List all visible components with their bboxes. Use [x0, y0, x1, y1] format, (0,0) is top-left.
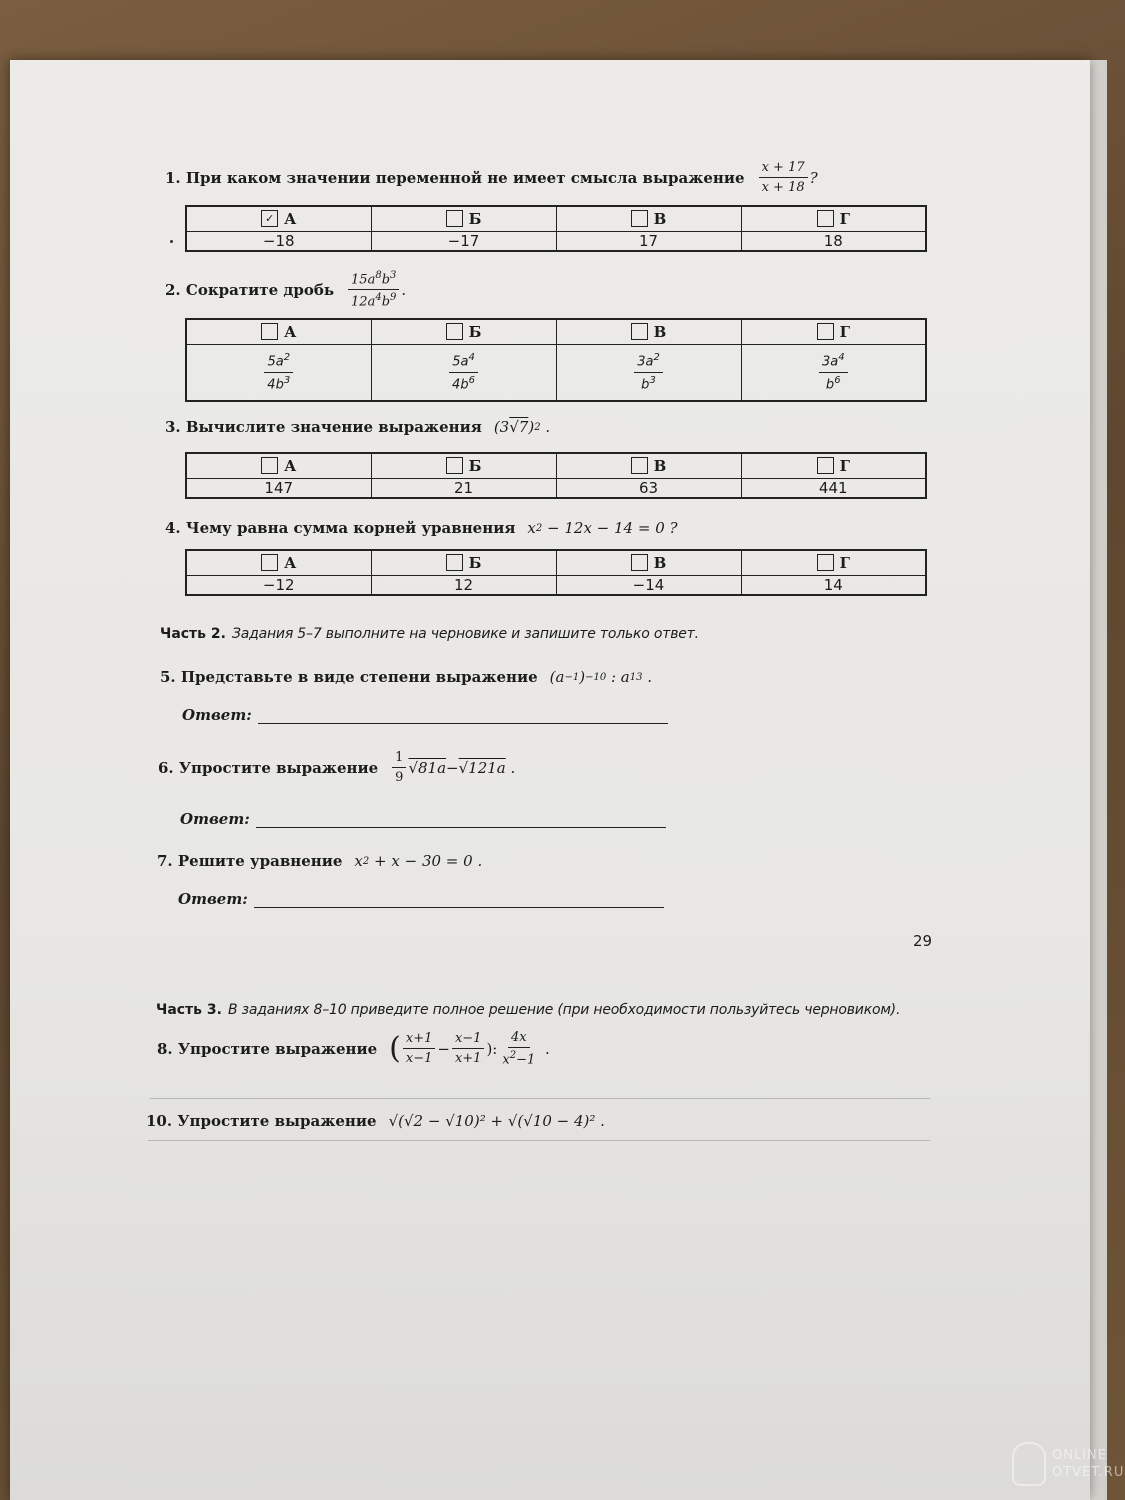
task-7-expression: x 2 + x − 30 = 0 . — [354, 852, 483, 870]
solution-line — [150, 1098, 930, 1099]
checkbox[interactable] — [261, 554, 278, 571]
option-value: 63 — [556, 479, 741, 499]
checkbox[interactable] — [631, 210, 648, 227]
option-value: 441 — [741, 479, 926, 499]
task-10 — [146, 1112, 605, 1130]
task-7-text: 7. Решите уравнение — [157, 852, 343, 870]
option-value: −12 — [186, 576, 371, 596]
option-g[interactable]: Г — [741, 550, 926, 576]
task-1-options — [185, 205, 927, 252]
task-2-expression: $\frac{15a^8b^3}{12a^4b^9}$ . — [346, 270, 406, 310]
solution-line — [148, 1140, 930, 1141]
task-2-options — [185, 318, 927, 402]
checkbox[interactable] — [817, 210, 834, 227]
checkbox[interactable] — [631, 323, 648, 340]
option-v[interactable]: В — [556, 319, 741, 345]
checkbox[interactable] — [631, 554, 648, 571]
task-4-text: 4. Чему равна сумма корней уравнения — [165, 519, 516, 537]
option-value: 147 — [186, 479, 371, 499]
task-6-expression: $\frac{1}{9}$ √81a − √121a . — [390, 750, 515, 785]
option-g[interactable]: Г — [741, 206, 926, 232]
option-value: $\frac{5a^4}{4b^6}$ — [371, 345, 556, 401]
option-g[interactable]: Г — [741, 319, 926, 345]
checkbox[interactable] — [817, 323, 834, 340]
checkbox-checked[interactable]: ✓ — [261, 210, 278, 227]
option-value: $\frac{3a^4}{b^6}$ — [741, 345, 926, 401]
checkbox[interactable] — [261, 323, 278, 340]
pencil-dot — [170, 240, 173, 243]
lightbulb-icon — [1012, 1442, 1046, 1486]
task-1 — [165, 160, 818, 195]
option-a[interactable]: А — [186, 319, 371, 345]
task-5-expression: (a −1 ) −10 : a 13 . — [549, 668, 653, 686]
option-v[interactable]: В — [556, 550, 741, 576]
option-v[interactable]: В — [556, 206, 741, 232]
checkbox[interactable] — [446, 323, 463, 340]
option-value: −14 — [556, 576, 741, 596]
option-value: −18 — [186, 232, 371, 252]
option-value: 17 — [556, 232, 741, 252]
task-6 — [158, 750, 515, 785]
checkbox[interactable] — [817, 554, 834, 571]
checkbox[interactable] — [817, 457, 834, 474]
option-g[interactable]: Г — [741, 453, 926, 479]
option-b[interactable]: Б — [371, 550, 556, 576]
task-5-answer: Ответ: — [182, 706, 668, 724]
task-7-answer: Ответ: — [178, 890, 664, 908]
checkbox[interactable] — [631, 457, 648, 474]
option-value: −17 — [371, 232, 556, 252]
option-value: 12 — [371, 576, 556, 596]
task-2-text: 2. Сократите дробь — [165, 280, 335, 299]
option-a[interactable]: ✓ А — [186, 206, 371, 232]
option-b[interactable]: Б — [371, 319, 556, 345]
answer-line[interactable] — [256, 811, 666, 828]
task-4-expression: x 2 − 12x − 14 = 0 ? — [527, 519, 678, 537]
task-3 — [165, 418, 550, 436]
task-10-expression: √(√2 − √10)² + √(√10 − 4)² . — [388, 1112, 605, 1130]
answer-line[interactable] — [254, 891, 664, 908]
part-3-heading: Часть 3. В заданиях 8–10 приведите полное решение (при необходимости пользуйтесь черновиком). — [156, 1002, 901, 1018]
task-3-expression: (3 √7 ) 2 . — [493, 418, 551, 436]
option-value: $\frac{3a^2}{b^3}$ — [556, 345, 741, 401]
task-3-options — [185, 452, 927, 499]
checkbox[interactable] — [261, 457, 278, 474]
part-2-heading: Часть 2. Задания 5–7 выполните на черновике и запишите только ответ. — [160, 626, 699, 642]
checkbox[interactable] — [446, 457, 463, 474]
option-a[interactable]: А — [186, 550, 371, 576]
option-v[interactable]: В — [556, 453, 741, 479]
task-3-text: 3. Вычислите значение выражения — [165, 418, 482, 436]
option-b[interactable]: Б — [371, 453, 556, 479]
option-value: 21 — [371, 479, 556, 499]
task-8-expression: ( $\frac{x+1}{x-1}$ − $\frac{x-1}{x+1}$ ): $\frac{4x}{x^2-1}$ . — [389, 1030, 550, 1068]
task-5-text: 5. Представьте в виде степени выражение — [160, 668, 538, 686]
page-number: 29 — [913, 932, 933, 950]
option-value: 14 — [741, 576, 926, 596]
watermark: ONLINE OTVET.RU — [1012, 1442, 1124, 1486]
checkbox[interactable] — [446, 554, 463, 571]
task-10-text: 10. Упростите выражение — [146, 1112, 377, 1130]
task-8 — [157, 1030, 550, 1067]
option-value: 18 — [741, 232, 926, 252]
task-1-expression: $\frac{x + 17}{x + 18}$ ? — [757, 160, 818, 195]
task-4-options — [185, 549, 927, 596]
task-6-text: 6. Упростите выражение — [158, 758, 379, 777]
task-4 — [165, 519, 678, 537]
option-a[interactable]: А — [186, 453, 371, 479]
option-b[interactable]: Б — [371, 206, 556, 232]
checkbox[interactable] — [446, 210, 463, 227]
task-2 — [165, 270, 406, 310]
task-7 — [157, 852, 482, 870]
task-8-text: 8. Упростите выражение — [157, 1039, 378, 1058]
option-value: $\frac{5a^2}{4b^3}$ — [186, 345, 371, 401]
task-1-text: 1. При каком значении переменной не имеет смысла выражение — [165, 168, 745, 187]
task-5 — [160, 668, 652, 686]
answer-line[interactable] — [258, 707, 668, 724]
task-6-answer: Ответ: — [180, 810, 666, 828]
